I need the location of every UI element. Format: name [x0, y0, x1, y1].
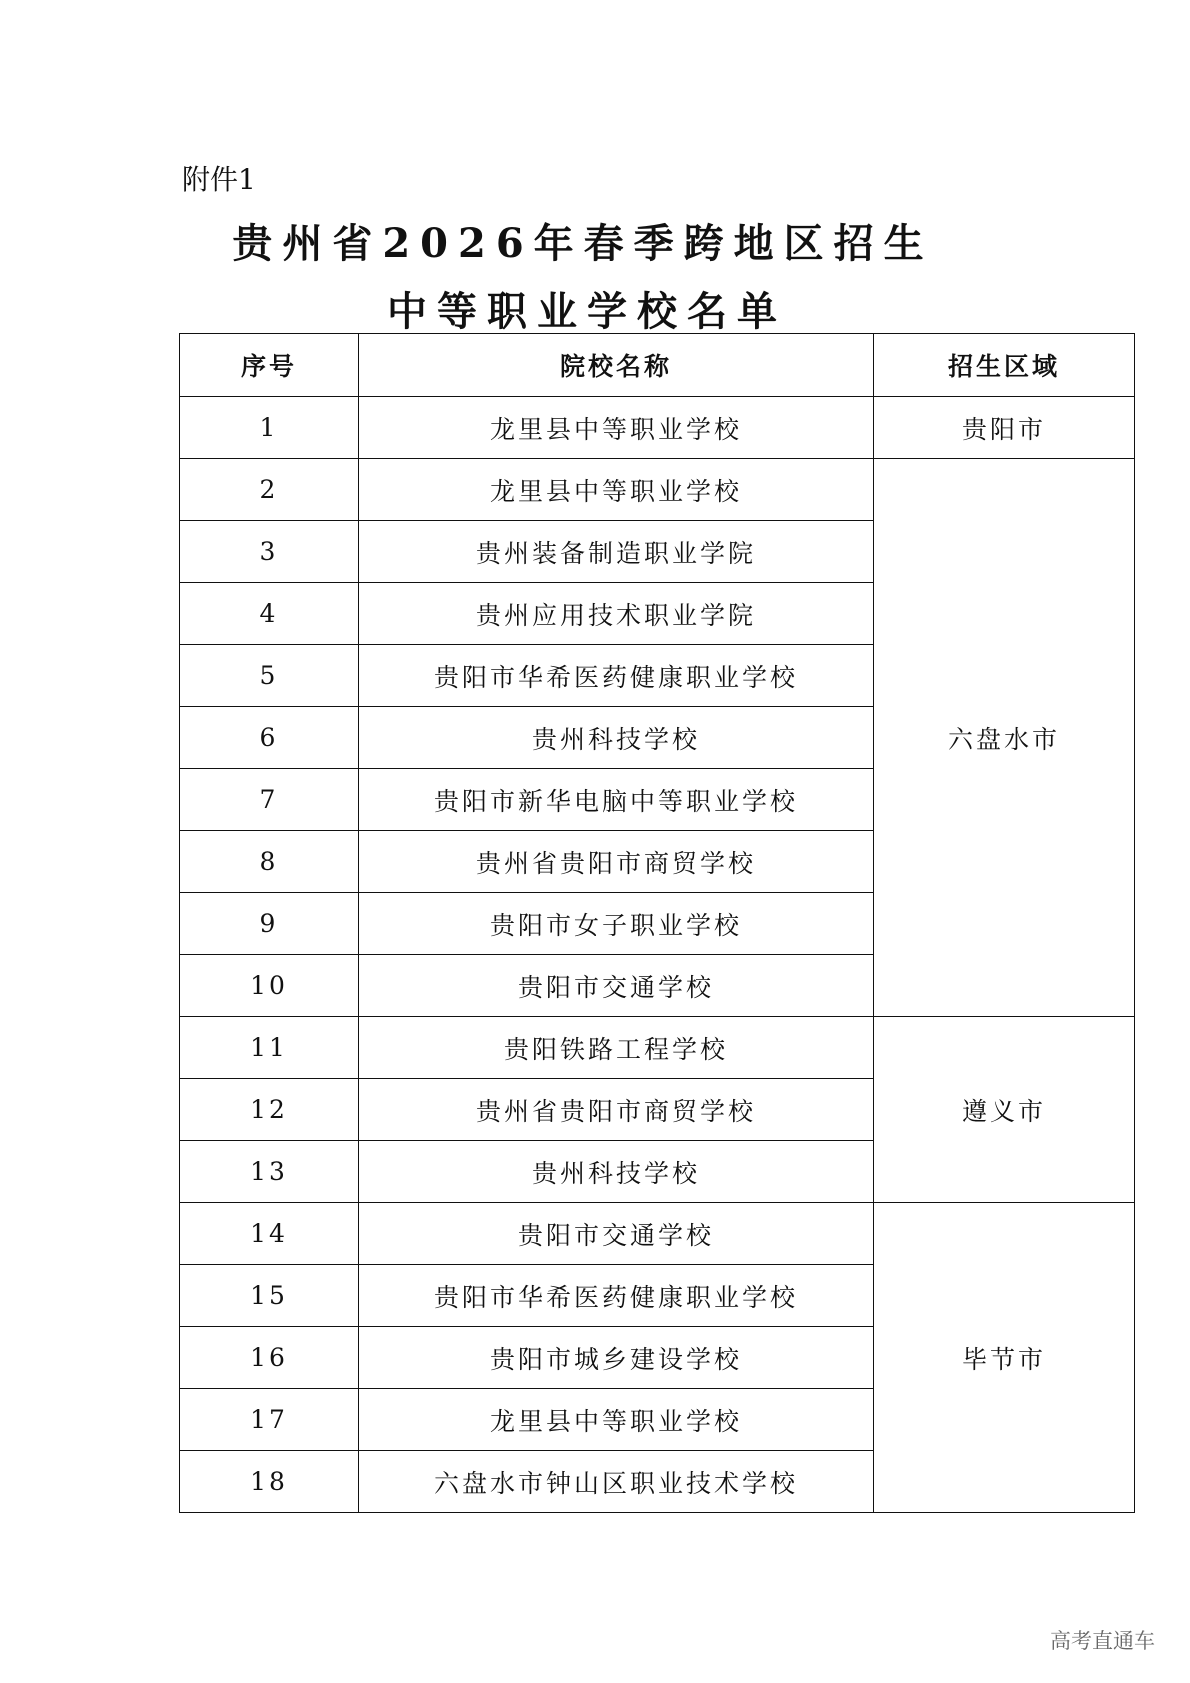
row-index: 12: [180, 1079, 359, 1141]
row-region: 遵义市: [874, 1017, 1135, 1203]
table-body: [180, 397, 1135, 1513]
row-school-name: 贵阳市女子职业学校: [359, 893, 874, 955]
row-school-name: 龙里县中等职业学校: [359, 1389, 874, 1451]
row-index: 2: [180, 459, 359, 521]
document-title-line2: 中等职业学校名单: [387, 288, 787, 335]
header-region: 招生区域: [874, 334, 1135, 397]
row-index: 16: [180, 1327, 359, 1389]
table-row: [180, 397, 1135, 459]
attachment-label: 附件1: [182, 163, 256, 196]
row-index: 17: [180, 1389, 359, 1451]
row-index: 13: [180, 1141, 359, 1203]
row-school-name: 龙里县中等职业学校: [359, 459, 874, 521]
row-school-name: 贵阳市新华电脑中等职业学校: [359, 769, 874, 831]
row-school-name: 贵阳市交通学校: [359, 955, 874, 1017]
header-index: 序号: [180, 334, 359, 397]
row-index: 7: [180, 769, 359, 831]
row-index: 18: [180, 1451, 359, 1513]
row-index: 6: [180, 707, 359, 769]
row-school-name: 龙里县中等职业学校: [359, 397, 874, 459]
row-index: 1: [180, 397, 359, 459]
row-index: 4: [180, 583, 359, 645]
row-school-name: 贵阳市华希医药健康职业学校: [359, 645, 874, 707]
row-school-name: 六盘水市钟山区职业技术学校: [359, 1451, 874, 1513]
school-list-table: [179, 333, 1135, 1513]
document-title-line1: 贵州省2026年春季跨地区招生: [232, 220, 934, 267]
row-index: 8: [180, 831, 359, 893]
row-school-name: 贵阳市交通学校: [359, 1203, 874, 1265]
row-region: 贵阳市: [874, 397, 1135, 459]
row-index: 14: [180, 1203, 359, 1265]
row-index: 9: [180, 893, 359, 955]
row-school-name: 贵州省贵阳市商贸学校: [359, 831, 874, 893]
row-index: 10: [180, 955, 359, 1017]
row-school-name: 贵州科技学校: [359, 1141, 874, 1203]
table-row: [180, 459, 1135, 521]
row-index: 15: [180, 1265, 359, 1327]
table-row: [180, 1203, 1135, 1265]
row-index: 11: [180, 1017, 359, 1079]
table-header-row: [180, 334, 1135, 397]
row-school-name: 贵州装备制造职业学院: [359, 521, 874, 583]
row-school-name: 贵州科技学校: [359, 707, 874, 769]
row-index: 5: [180, 645, 359, 707]
row-school-name: 贵州应用技术职业学院: [359, 583, 874, 645]
row-region: 毕节市: [874, 1203, 1135, 1513]
row-school-name: 贵阳市华希医药健康职业学校: [359, 1265, 874, 1327]
row-school-name: 贵阳铁路工程学校: [359, 1017, 874, 1079]
row-index: 3: [180, 521, 359, 583]
header-school: 院校名称: [359, 334, 874, 397]
row-region: 六盘水市: [874, 459, 1135, 1017]
row-school-name: 贵阳市城乡建设学校: [359, 1327, 874, 1389]
table-row: [180, 1017, 1135, 1079]
row-school-name: 贵州省贵阳市商贸学校: [359, 1079, 874, 1141]
watermark: 高考直通车: [1050, 1629, 1155, 1653]
